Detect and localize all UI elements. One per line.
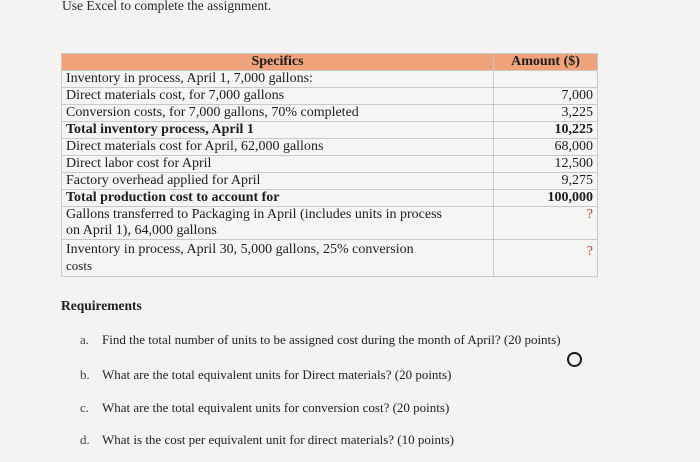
row-label-line: Gallons transferred to Packaging in April (includes units in process (66, 207, 442, 222)
table-row (62, 156, 598, 173)
row-label: Total production cost to account for (62, 190, 494, 207)
row-amount: 12,500 (494, 156, 598, 173)
cost-table (61, 53, 598, 277)
requirement-text: What are the total equivalent units for conversion cost? (20 points) (102, 400, 450, 415)
row-label (62, 240, 494, 277)
requirement-letter: b. (80, 367, 90, 382)
row-label: Conversion costs, for 7,000 gallons, 70% completed (62, 105, 494, 122)
row-label: Total inventory process, April 1 (62, 122, 494, 139)
row-amount-unknown: ? (494, 207, 598, 240)
table-row (62, 173, 598, 190)
row-label-line: on April 1), 64,000 gallons (66, 223, 217, 238)
row-amount: 68,000 (494, 139, 598, 156)
requirement-item (80, 400, 449, 416)
requirement-item (80, 332, 561, 348)
requirement-text: What is the cost per equivalent unit for direct materials? (10 points) (102, 432, 454, 447)
row-label: Direct materials cost for April, 62,000 gallons (62, 139, 494, 156)
table-row (62, 88, 598, 105)
table-row (62, 71, 598, 88)
table-header-row (62, 54, 598, 71)
row-label-line: costs (66, 258, 92, 273)
requirement-item (80, 432, 454, 448)
row-label-line: Inventory in process, April 30, 5,000 gallons, 25% conversion (66, 242, 414, 257)
row-amount: 3,225 (494, 105, 598, 122)
row-amount: 10,225 (494, 122, 598, 139)
row-amount-unknown: ? (494, 240, 598, 277)
requirement-text: What are the total equivalent units for Direct materials? (20 points) (102, 367, 452, 382)
radio-circle-icon[interactable] (567, 352, 582, 367)
row-amount: 100,000 (494, 190, 598, 207)
row-amount: 9,275 (494, 173, 598, 190)
table-row-total (62, 190, 598, 207)
requirements-title: Requirements (61, 298, 142, 313)
table-row (62, 207, 598, 240)
row-label: Direct materials cost, for 7,000 gallons (62, 88, 494, 105)
row-label: Direct labor cost for April (62, 156, 494, 173)
instruction-text: Use Excel to complete the assignment. (62, 0, 272, 13)
requirement-item (80, 367, 451, 383)
requirement-letter: d. (80, 432, 90, 447)
table-row (62, 105, 598, 122)
header-specifics: Specifics (62, 54, 494, 71)
row-label (62, 207, 494, 240)
requirement-letter: a. (80, 332, 90, 347)
table-row (62, 139, 598, 156)
requirement-text: Find the total number of units to be assigned cost during the month of April? (20 points) (102, 332, 561, 347)
row-amount: 7,000 (494, 88, 598, 105)
table-row (62, 240, 598, 277)
row-amount (494, 71, 598, 88)
header-amount: Amount ($) (494, 54, 598, 71)
row-label: Factory overhead applied for April (62, 173, 494, 190)
row-label: Inventory in process, April 1, 7,000 gallons: (62, 71, 494, 88)
requirement-letter: c. (80, 400, 90, 415)
table-row-total (62, 122, 598, 139)
